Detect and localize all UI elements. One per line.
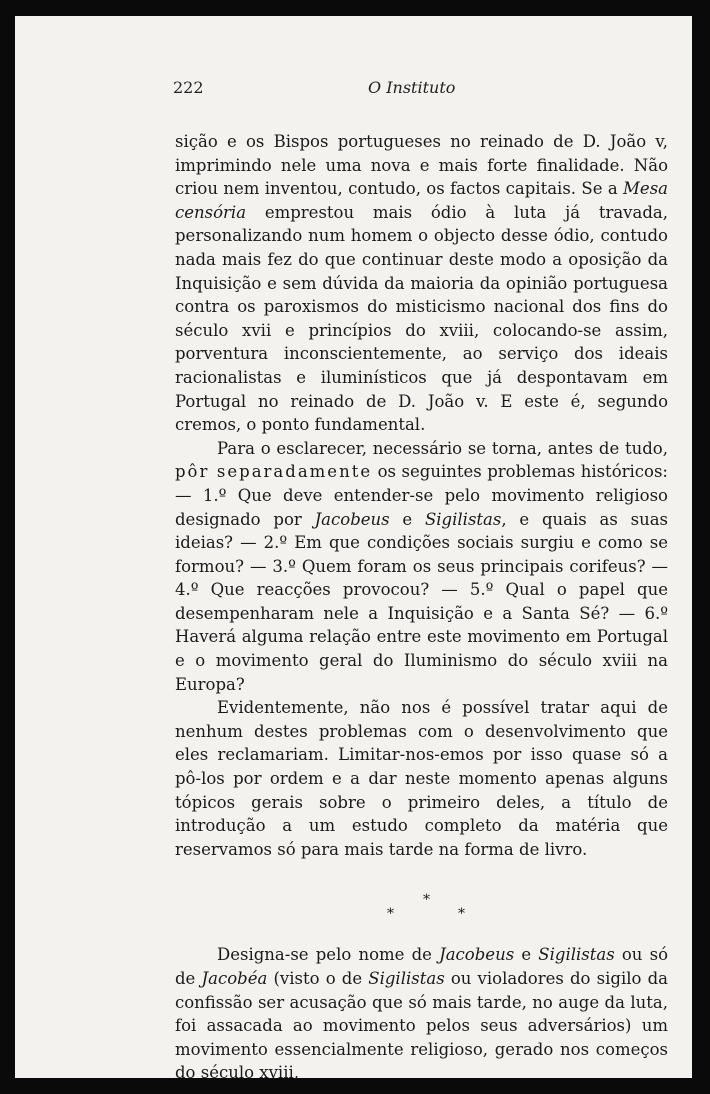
p2-text-a: Para o esclarecer, necessário se torna, antes de tudo, [217, 438, 668, 458]
p4-text-b: e [514, 945, 539, 965]
p2-emphasis-jacobeus: Jacobeus [314, 509, 390, 529]
paragraph-2 [175, 437, 668, 697]
paragraph-1 [175, 130, 668, 437]
p1-text-a: sição e os Bispos portugueses no reinado de D. João v, imprimindo nele uma nova e mais forte finalidade. Não criou nem inventou, contudo, os factos capitais. Se a [175, 132, 668, 199]
p2-text-b: os seguintes problemas históricos: — 1.º Que deve entender-se pelo movimento religioso designado por [175, 462, 668, 529]
page-header [15, 78, 692, 102]
p1-text-b: emprestou mais ódio à luta já travada, personalizando num homem o objecto desse ódio, contudo nada mais fez do que continuar deste modo a oposição da Inquisição e sem dúvida da maioria da opinião portuguesa contra os paroxismos do misticismo nacional dos fins do século xvii e princípios do xviii, colocando-se assim, porventura inconscientemente, ao serviço dos ideais racionalistas e iluminísticos que já despontavam em Portugal no reinado de D. João v. E este é, segundo cremos, o ponto fundamental. [175, 202, 668, 435]
p4-emphasis-jacobeus: Jacobeus [439, 945, 515, 965]
p4-text-d: (visto o de [267, 969, 369, 988]
body-text [175, 130, 668, 1085]
p4-text-c: ou só de [175, 945, 668, 988]
running-title: O Instituto [368, 78, 456, 97]
separator-star-left: * [387, 906, 394, 923]
p4-emphasis-sigilistas: Sigilistas [538, 945, 615, 965]
p2-emphasis-sigilistas: Sigilistas [424, 509, 502, 529]
paragraph-4 [175, 943, 668, 1085]
paragraph-3: Evidentemente, não nos é possível tratar aqui de nenhum destes problemas com o desenvolvimento que eles reclamariam. Limitar-nos-emos por isso quase só a pô-los por ordem e a dar neste momento apenas alguns tópicos gerais sobre o primeiro deles, a título de introdução a um estudo completo da matéria que reservamos só para mais tarde na forma de livro. [175, 698, 668, 859]
book-page [15, 16, 692, 1083]
separator-star-right: * [458, 906, 465, 923]
separator-star-top: * [423, 892, 430, 909]
p1-emphasis-mesa-censoria: Mesa censória [175, 179, 668, 222]
p2-text-d: , e quais as suas ideias? — 2.º Em que condições sociais surgiu e como se formou? — 3.º Quem foram os seus principais corifeus? — 4.º Que reacções provocou? — 5.º Qual o papel que desempenharam nele a Inquisição e a Santa Sé? — 6.º Haverá alguma relação entre este movimento em Portugal e o movimento geral do Iluminismo do século xviii na Europa? [175, 509, 668, 694]
p4-text-e: ou violadores do sigilo da confissão ser acusação que só mais tarde, no auge da luta, foi assacada ao movimento pelos seus adversários) um movimento essencialmente religioso, gerado nos começos do século xviii, [175, 969, 668, 1083]
p4-emphasis-jacobea: Jacobéa [201, 969, 268, 988]
p2-text-c: e [389, 509, 425, 529]
page-number: 222 [173, 78, 204, 97]
p4-emphasis-sigilistas-2: Sigilistas [368, 969, 445, 988]
p2-spaced-text: pôr separadamente [175, 462, 373, 482]
section-separator [175, 881, 668, 931]
p4-text-a: Designa-se pelo nome de [217, 945, 440, 965]
